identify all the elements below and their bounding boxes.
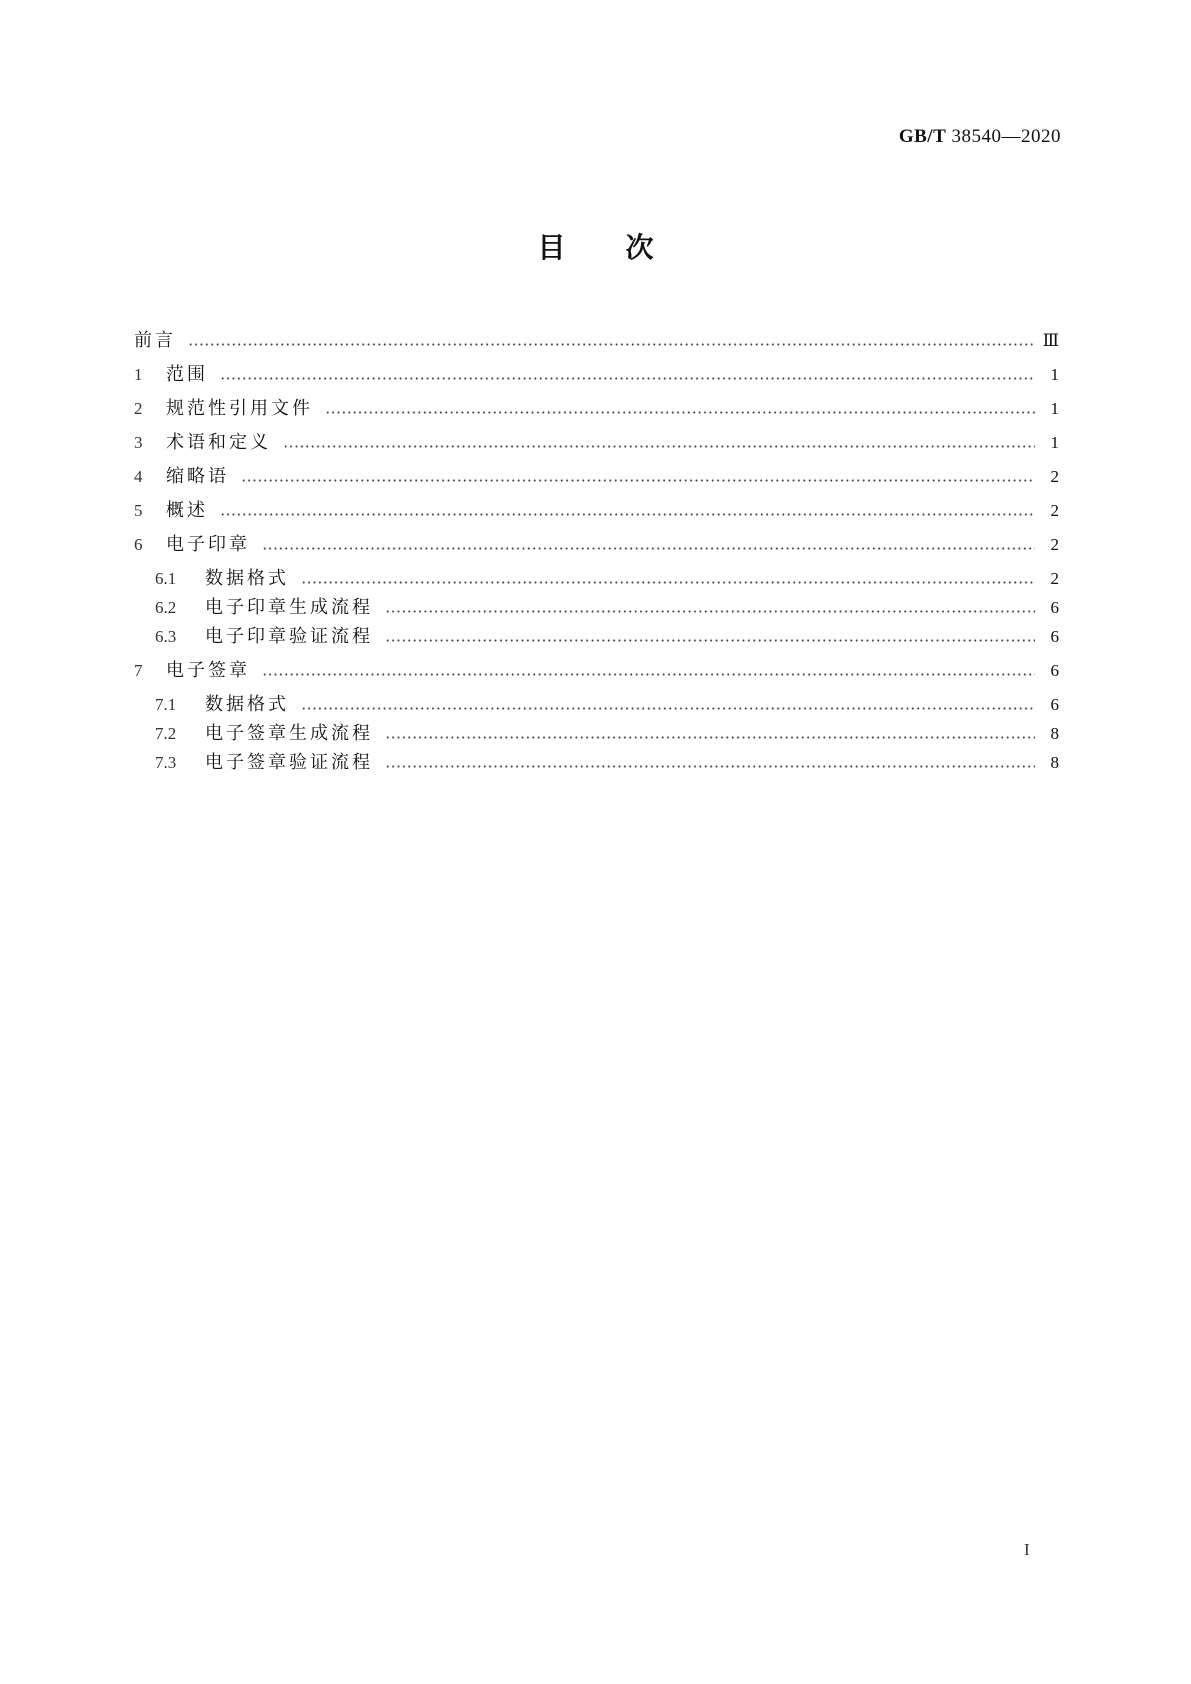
toc-entry-7-2[interactable] — [155, 721, 1059, 747]
standard-code — [899, 126, 1061, 148]
leader-dots — [301, 707, 1035, 710]
toc-entry-number: 2 — [134, 399, 143, 418]
toc-entry-number: 7 — [134, 661, 143, 680]
leader-dots — [325, 411, 1035, 414]
leader-dots — [262, 673, 1035, 676]
leader-dots — [385, 765, 1035, 768]
toc-entry-label: 概述 — [166, 500, 208, 521]
toc-entry-number: 4 — [134, 467, 143, 486]
toc-entry-label: 数据格式 — [205, 694, 289, 715]
toc-entry-label: 数据格式 — [205, 568, 289, 589]
leader-dots — [241, 479, 1035, 482]
leader-dots — [188, 343, 1033, 346]
toc-entry-label: 规范性引用文件 — [166, 398, 313, 419]
toc-entry-page: 2 — [1050, 569, 1059, 588]
leader-dots — [301, 581, 1035, 584]
toc-entry-page: 6 — [1050, 695, 1059, 714]
toc-entry-label: 电子签章 — [166, 660, 250, 681]
toc-entry-number: 5 — [134, 501, 143, 520]
leader-dots — [220, 377, 1035, 380]
toc-entry-number: 6 — [134, 535, 143, 554]
toc-entry-number: 1 — [134, 365, 143, 384]
toc-entry-label: 术语和定义 — [166, 432, 271, 453]
leader-dots — [385, 736, 1035, 739]
page-title: 目次 — [537, 231, 714, 264]
toc-entry-7[interactable] — [134, 658, 1059, 684]
toc-entry-3[interactable] — [134, 430, 1059, 456]
toc-entry-page: 1 — [1050, 399, 1059, 418]
leader-dots — [220, 513, 1035, 516]
toc-entry-number: 7.1 — [155, 695, 177, 714]
toc-entry-page: 2 — [1050, 501, 1059, 520]
toc-entry-label: 电子印章生成流程 — [205, 597, 373, 618]
toc-entry-label: 前言 — [134, 330, 176, 351]
toc-entry-number: 6.3 — [155, 627, 177, 646]
toc-entry-foreword[interactable] — [134, 328, 1059, 354]
toc-entry-number: 7.2 — [155, 724, 177, 743]
toc-entry-6-1[interactable] — [155, 566, 1059, 592]
toc-entry-page: 2 — [1050, 467, 1059, 486]
page-number: I — [1024, 1540, 1030, 1559]
toc-entry-page: 8 — [1050, 724, 1059, 743]
toc-entry-4[interactable] — [134, 464, 1059, 490]
toc-entry-1[interactable] — [134, 362, 1059, 388]
toc-entry-7-3[interactable] — [155, 750, 1059, 776]
toc-entry-7-1[interactable] — [155, 692, 1059, 718]
standard-code-prefix: GB/T — [898, 126, 947, 147]
leader-dots — [385, 610, 1035, 613]
toc-entry-page: 6 — [1050, 598, 1059, 617]
toc-entry-label: 范围 — [166, 364, 208, 385]
leader-dots — [283, 445, 1035, 448]
toc-entry-6[interactable] — [134, 532, 1059, 558]
leader-dots — [385, 639, 1035, 642]
toc-entry-page: 6 — [1050, 627, 1059, 646]
toc-entry-label: 电子签章生成流程 — [205, 723, 373, 744]
toc-entry-2[interactable] — [134, 396, 1059, 422]
toc-entry-page: 1 — [1050, 365, 1059, 384]
toc-entry-6-3[interactable] — [155, 624, 1059, 650]
toc-entry-number: 6.2 — [155, 598, 177, 617]
toc-entry-label: 电子印章验证流程 — [205, 626, 373, 647]
toc-entry-5[interactable] — [134, 498, 1059, 524]
toc-entry-label: 缩略语 — [166, 466, 229, 487]
toc-entry-number: 7.3 — [155, 753, 177, 772]
toc-entry-page: 6 — [1050, 661, 1059, 680]
toc-entry-number: 6.1 — [155, 569, 177, 588]
toc-entry-page: 2 — [1050, 535, 1059, 554]
toc-entry-page: 8 — [1050, 753, 1059, 772]
toc-entry-label: 电子印章 — [166, 534, 250, 555]
toc-entry-page: 1 — [1050, 433, 1059, 452]
toc-entry-label: 电子签章验证流程 — [205, 752, 373, 773]
toc-entry-6-2[interactable] — [155, 595, 1059, 621]
leader-dots — [262, 547, 1035, 550]
toc-entry-page: Ⅲ — [1042, 331, 1059, 350]
toc-entry-number: 3 — [134, 433, 143, 452]
standard-code-number: 38540—2020 — [951, 126, 1061, 147]
